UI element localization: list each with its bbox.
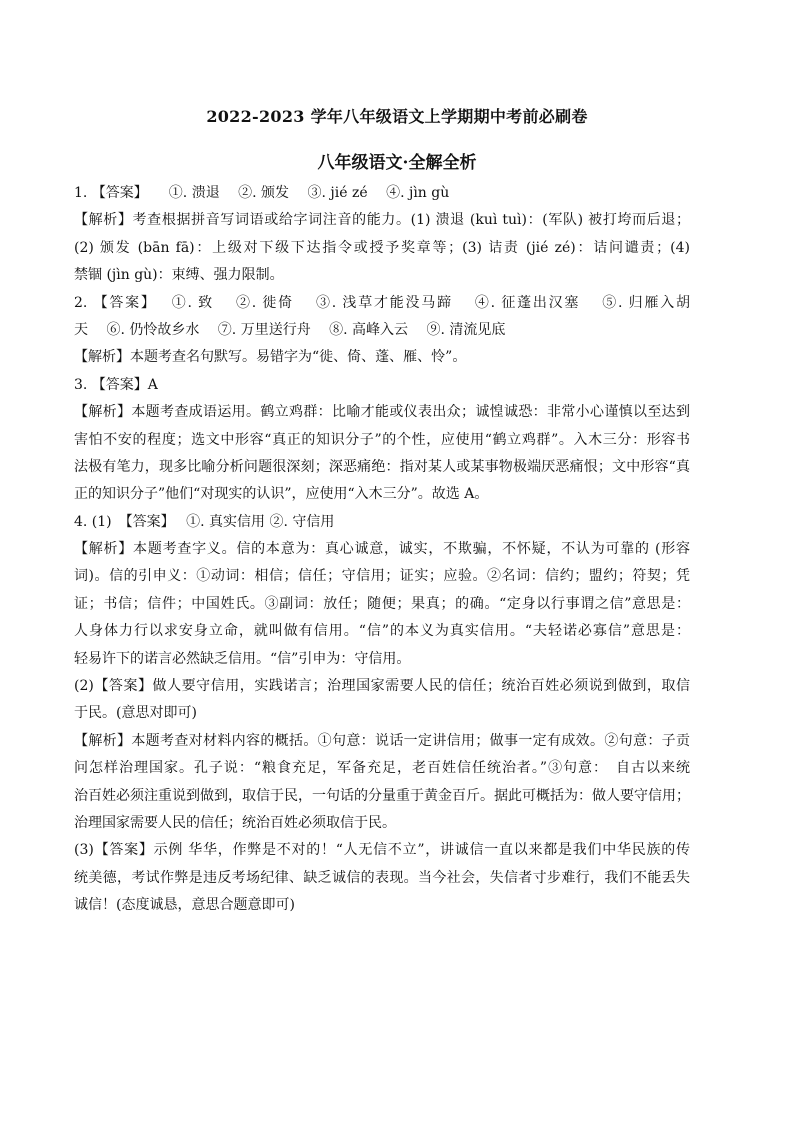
document-subtitle: 八年级语文·全解全析: [317, 153, 477, 173]
text-line: 正的知识分子”他们“对现实的认识”，应使用“入木三分”。故选 A。: [74, 486, 489, 503]
text-line: 人身体力行以求安身立命，就叫做有信用。“信”的本义为真实信用。“夫轻诺必寡信”意思是：: [74, 623, 690, 640]
text-line: 害怕不安的程度；选文中形容“真正的知识分子”的个性，应使用“鹤立鸡群”。入木三分：形容书: [74, 431, 690, 448]
text-line: 3. 【答案】A: [74, 376, 158, 393]
text-line: 词)。信的引申义：①动词：相信；信任；守信用；证实；应验。②名词：信约；盟约；符契；凭: [74, 568, 690, 585]
text-line: 【解析】考查根据拼音写词语或给字词注音的能力。(1) 溃退 (kuì tuì)：(军队) 被打垮而后退；: [74, 212, 690, 229]
document-title: 2022-2023 学年八年级语文上学期期中考前必刷卷: [206, 107, 588, 126]
text-line: (2) 颁发 (bān fā)：上级对下级下达指令或授予奖章等；(3) 诘责 (jié zé)：诘问谴责；(4): [74, 239, 690, 256]
text-line: 问怎样治理国家。孔子说：“粮食充足，军备充足，老百姓信任统治者。”③句意： 自古以来统: [74, 760, 690, 777]
text-line: 【解析】本题考查成语运用。鹤立鸡群：比喻才能或仪表出众；诚惶诚恐：非常小心谨慎以至达到: [74, 404, 690, 421]
text-line: 【解析】本题考查对材料内容的概括。①句意：说话一定讲信用；做事一定有成效。②句意：子贡: [74, 732, 690, 749]
text-line: 2. 【答案】 ①. 致 ②. 徙倚 ③. 浅草才能没马蹄 ④. 征蓬出汉塞 ⑤. 归雁入胡: [74, 294, 690, 311]
text-line: 【解析】本题考查名句默写。易错字为“徙、倚、蓬、雁、怜”。: [74, 349, 467, 366]
text-line: (2)【答案】做人要守信用，实践诺言；治理国家需要人民的信任；统治百姓必须说到做到，取信: [74, 678, 690, 695]
text-line: 1. 【答案】 ①. 溃退 ②. 颁发 ③. jié zé ④. jìn gù: [74, 185, 450, 201]
text-line: 统美德，考试作弊是违反考场纪律、缺乏诚信的表现。当今社会，失信者寸步难行，我们不能丢失: [74, 869, 690, 886]
text-line: 4. (1) 【答案】 ①. 真实信用 ②. 守信用: [74, 513, 335, 530]
text-line: 治百姓必须注重说到做到，取信于民，一句话的分量重于黄金百斤。据此可概括为：做人要守信用；: [74, 787, 690, 804]
text-line: 轻易许下的诺言必然缺乏信用。“信”引申为：守信用。: [74, 650, 411, 667]
text-line: 禁锢 (jìn gù)：束缚、强力限制。: [74, 267, 284, 284]
text-line: 诚信！(态度诚恳，意思合题意即可): [74, 897, 295, 914]
text-line: 于民。(意思对即可): [74, 705, 197, 722]
text-line: 证；书信；信件；中国姓氏。③副词：放任；随便；果真；的确。“定身以行事谓之信”意思是：: [74, 595, 690, 612]
answer-body: [74, 180, 690, 920]
text-line: (3)【答案】示例 华华，作弊是不对的！“人无信不立”，讲诚信一直以来都是我们中华民族的传: [74, 842, 690, 859]
text-line: 法极有笔力，现多比喻分析问题很深刻；深恶痛绝：指对某人或某事物极端厌恶痛恨；文中形容“真: [74, 458, 690, 475]
text-line: 【解析】本题考查字义。信的本意为：真心诚意，诚实，不欺骗，不怀疑，不认为可靠的 (形容: [74, 541, 690, 558]
text-line: 治理国家需要人民的信任；统治百姓必须取信于民。: [74, 814, 396, 831]
text-line: 天 ⑥. 仍怜故乡水 ⑦. 万里送行舟 ⑧. 高峰入云 ⑨. 清流见底: [74, 321, 506, 338]
